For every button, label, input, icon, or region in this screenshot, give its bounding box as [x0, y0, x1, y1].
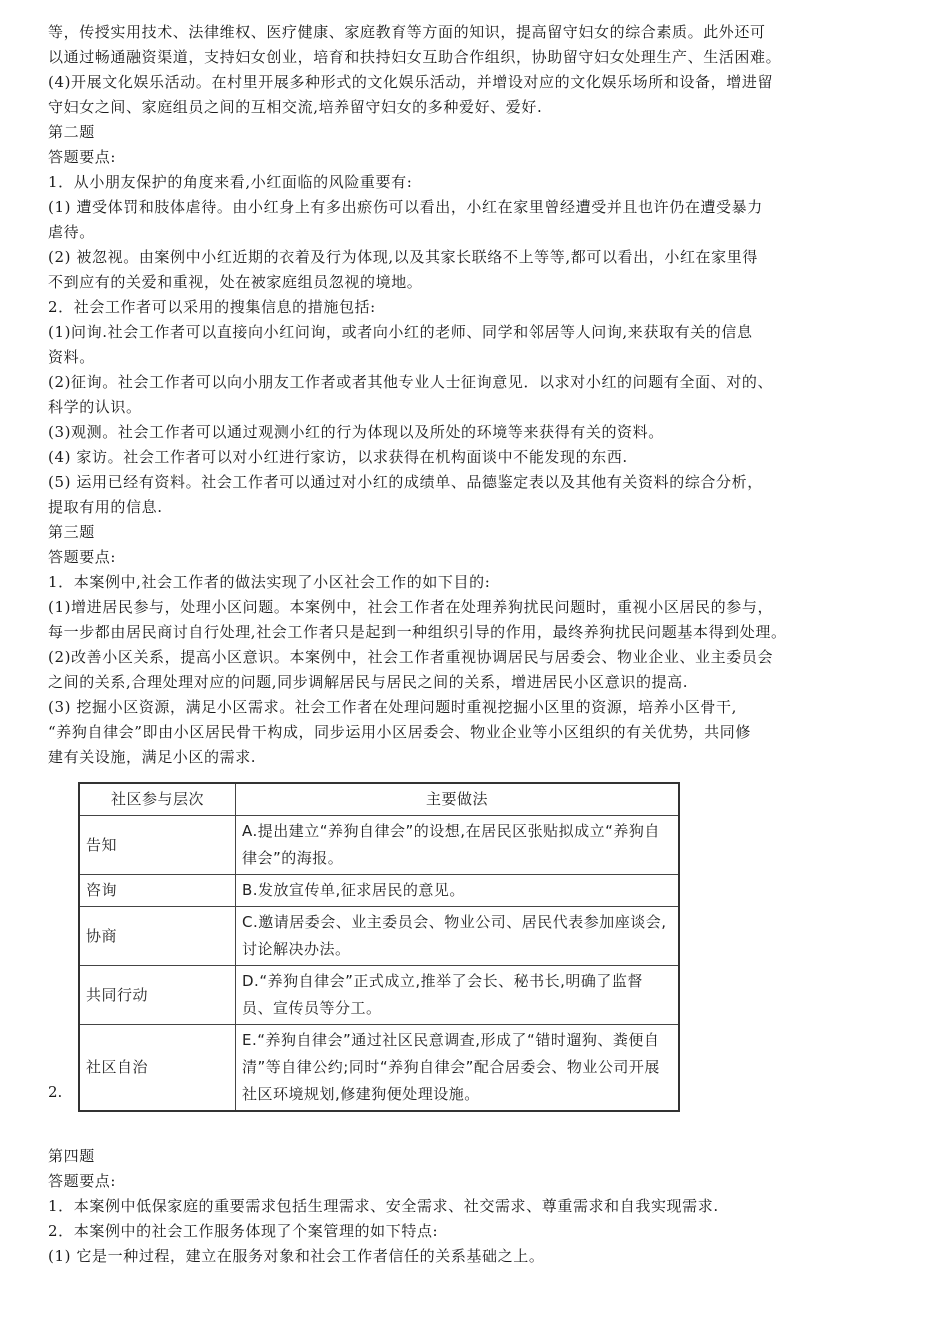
text-line: (1)问询.社会工作者可以直接向小红问询，或者向小红的老师、同学和邻居等人问询,来获取有关的信息 — [48, 323, 753, 341]
text-line: (1) 它是一种过程，建立在服务对象和社会工作者信任的关系基础之上。 — [48, 1247, 545, 1265]
text-line: 1．从小朋友保护的角度来看,小红面临的风险重要有: — [48, 173, 413, 191]
table-header-row — [79, 783, 679, 816]
text-line: 资料。 — [48, 348, 95, 366]
text-line: 以通过畅通融资渠道，支持妇女创业，培育和扶持妇女互助合作组织，协助留守妇女处理生产、生活困难。 — [48, 48, 782, 66]
text-line: (4)开展文化娱乐活动。在村里开展多种形式的文化娱乐活动，并增设对应的文化娱乐场所和设备，增进留 — [48, 73, 774, 91]
column-header: 社区参与层次 — [79, 783, 236, 816]
text-line: 虐待。 — [48, 223, 95, 241]
document-page — [48, 20, 908, 1269]
table-figure — [48, 776, 908, 1104]
text-line: 不到应有的关爱和重视，处在被家庭组员忽视的境地。 — [48, 273, 423, 291]
text-line: 之间的关系,合理处理对应的问题,同步调解居民与居民之间的关系，增进居民小区意识的提高. — [48, 673, 689, 691]
text-line: 科学的认识。 — [48, 398, 142, 416]
column-header: 主要做法 — [236, 783, 680, 816]
participation-level: 咨询 — [79, 875, 236, 907]
text-line: 1．本案例中,社会工作者的做法实现了小区社会工作的如下目的: — [48, 573, 491, 591]
text-block-top — [48, 20, 908, 770]
text-line: 2．本案例中的社会工作服务体现了个案管理的如下特点: — [48, 1222, 439, 1240]
text-line: 等，传授实用技术、法律维权、医疗健康、家庭教育等方面的知识，提高留守妇女的综合素质。此外还可 — [48, 23, 766, 41]
text-line: (4) 家访。社会工作者可以对小红进行家访，以求获得在机构面谈中不能发现的东西. — [48, 448, 628, 466]
answer-key-label: 答题要点: — [48, 548, 117, 566]
text-line: (1) 遭受体罚和肢体虐待。由小红身上有多出瘀伤可以看出，小红在家里曾经遭受并且也许仍在遭受暴力 — [48, 198, 763, 216]
text-line: 每一步都由居民商讨自行处理,社会工作者只是起到一种组织引导的作用，最终养狗扰民问题基本得到处理。 — [48, 623, 787, 641]
participation-level: 协商 — [79, 907, 236, 966]
table-row — [79, 816, 679, 875]
main-practice: B.发放宣传单,征求居民的意见。 — [236, 875, 680, 907]
text-line: (1)增进居民参与，处理小区问题。本案例中，社会工作者在处理养狗扰民问题时，重视小区居民的参与， — [48, 598, 774, 616]
text-line: (2)改善小区关系，提高小区意识。本案例中，社会工作者重视协调居民与居委会、物业企业、业主委员会 — [48, 648, 774, 666]
community-participation-table — [78, 782, 680, 1112]
main-practice: E.“养狗自律会”通过社区民意调查,形成了“错时遛狗、粪便自清”等自律公约;同时“养狗自律会”配合居委会、物业公司开展社区环境规划,修建狗便处理设施。 — [236, 1025, 680, 1112]
table-row — [79, 966, 679, 1025]
main-practice: A.提出建立“养狗自律会”的设想,在居民区张贴拟成立“养狗自律会”的海报。 — [236, 816, 680, 875]
main-practice: C.邀请居委会、业主委员会、物业公司、居民代表参加座谈会,讨论解决办法。 — [236, 907, 680, 966]
text-line: 守妇女之间、家庭组员之间的互相交流,培养留守妇女的多种爱好、爱好. — [48, 98, 543, 116]
text-line: 2．社会工作者可以采用的搜集信息的措施包括: — [48, 298, 376, 316]
section-heading: 第四题 — [48, 1147, 95, 1165]
answer-key-label: 答题要点: — [48, 148, 117, 166]
text-line: (3) 挖掘小区资源，满足小区需求。社会工作者在处理问题时重视挖掘小区里的资源，培养小区骨干, — [48, 698, 737, 716]
text-line: (5) 运用已经有资料。社会工作者可以通过对小红的成绩单、品德鉴定表以及其他有关资料的综合分析， — [48, 473, 763, 491]
text-line: 建有关设施，满足小区的需求. — [48, 748, 257, 766]
participation-level: 社区自治 — [79, 1025, 236, 1112]
participation-level: 告知 — [79, 816, 236, 875]
answer-key-label: 答题要点: — [48, 1172, 117, 1190]
text-line: (3)观测。社会工作者可以通过观测小红的行为体现以及所处的环境等来获得有关的资料。 — [48, 423, 664, 441]
item-number: 2. — [48, 1083, 63, 1101]
main-practice: D.“养狗自律会”正式成立,推举了会长、秘书长,明确了监督员、宣传员等分工。 — [236, 966, 680, 1025]
text-line: (2) 被忽视。由案例中小红近期的衣着及行为体现,以及其家长联络不上等等,都可以看出，小红在家里得 — [48, 248, 758, 266]
text-line: “养狗自律会”即由小区居民骨干构成，同步运用小区居委会、物业企业等小区组织的有关优势，共同修 — [48, 723, 751, 741]
text-line: (2)征询。社会工作者可以向小朋友工作者或者其他专业人士征询意见．以求对小红的问题有全面、对的、 — [48, 373, 774, 391]
section-heading: 第三题 — [48, 523, 95, 541]
participation-level: 共同行动 — [79, 966, 236, 1025]
table-row — [79, 875, 679, 907]
table-row — [79, 907, 679, 966]
text-line: 1．本案例中低保家庭的重要需求包括生理需求、安全需求、社交需求、尊重需求和自我实现需求. — [48, 1197, 719, 1215]
section-heading: 第二题 — [48, 123, 95, 141]
text-line: 提取有用的信息. — [48, 498, 163, 516]
table-row — [79, 1025, 679, 1112]
text-block-bottom — [48, 1144, 908, 1269]
